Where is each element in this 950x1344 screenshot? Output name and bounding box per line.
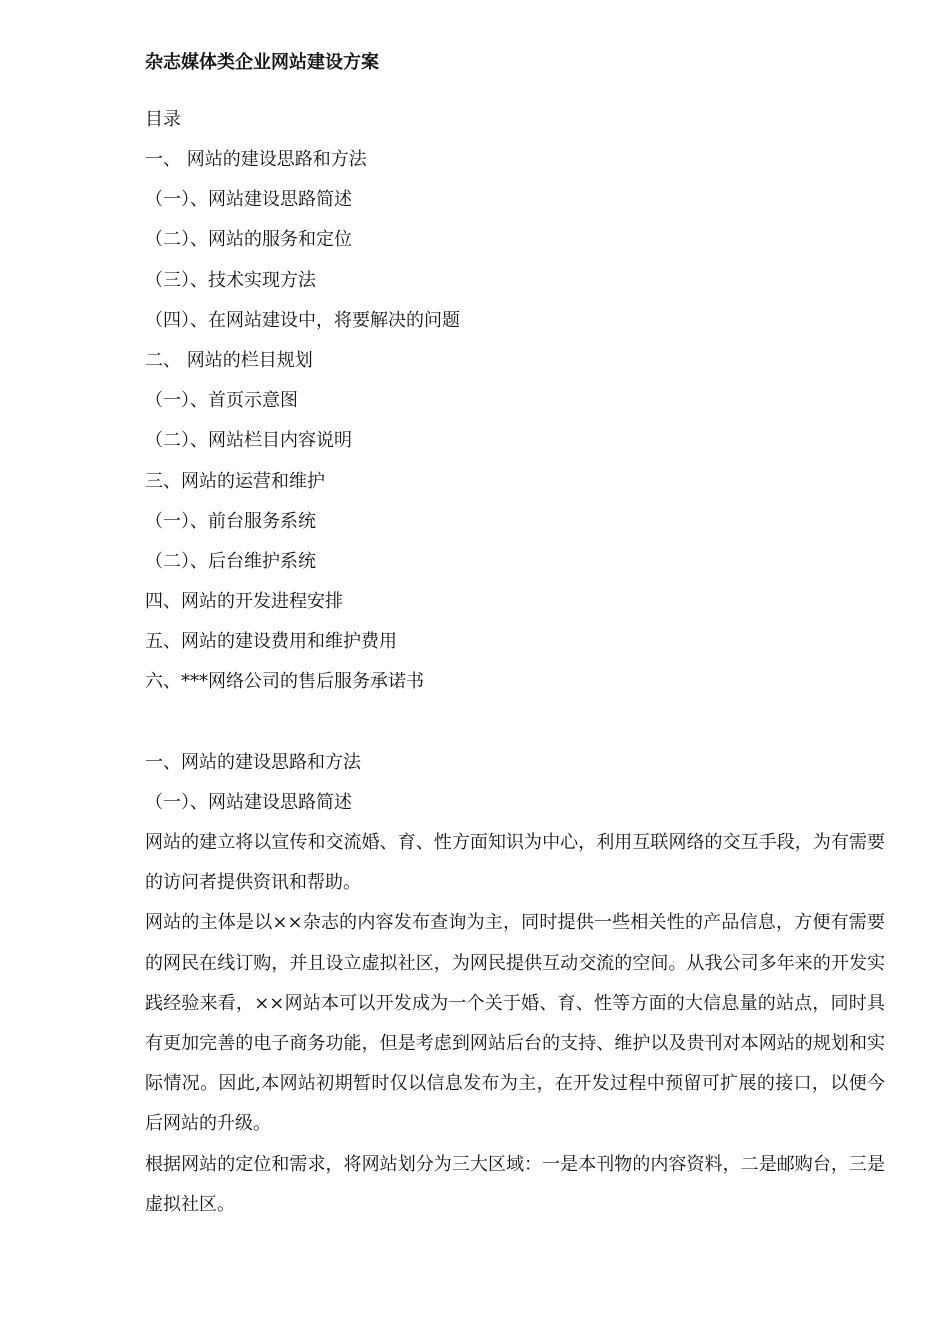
toc-item: （一）、首页示意图	[145, 390, 298, 412]
toc-item: （一）、网站建设思路简述	[145, 189, 352, 211]
toc-item: 二、 网站的栏目规划	[145, 349, 313, 371]
section-heading: 一、网站的建设思路和方法	[145, 752, 361, 773]
body-section	[145, 750, 885, 1225]
body-paragraph: 网站的建立将以宣传和交流婚、育、性方面知识为中心，利用互联网络的交互手段，为有需要的访问者提供资讯和帮助。	[145, 832, 885, 894]
toc-item: （二）、后台维护系统	[145, 550, 316, 572]
table-of-contents	[145, 147, 460, 710]
toc-item: （四）、在网站建设中，将要解决的问题	[145, 309, 460, 331]
body-paragraph: 网站的主体是以××杂志的内容发布查询为主，同时提供一些相关性的产品信息，方便有需要的网民在线订购，并且设立虚拟社区，为网民提供互动交流的空间。从我公司多年来的开发实践经验来看，××网站本可以开发成为一个关于婚、育、性等方面的大信息量的站点，同时具有更加完善的电子商务功能，但是考虑到网站后台的支持、维护以及贵刊对本网站的规划和实际情况。因此,本网站初期暂时仅以信息发布为主，在开发过程中预留可扩展的接口，以便今后网站的升级。	[145, 912, 885, 1135]
document-title: 杂志媒体类企业网站建设方案	[145, 52, 379, 73]
toc-item: 六、***网络公司的售后服务承诺书	[145, 671, 424, 693]
toc-item: （一）、前台服务系统	[145, 510, 316, 532]
toc-heading: 目录	[145, 109, 181, 130]
toc-item: 五、网站的建设费用和维护费用	[145, 631, 397, 653]
toc-item: （二）、网站栏目内容说明	[145, 430, 352, 452]
toc-item: 四、网站的开发进程安排	[145, 591, 343, 613]
body-paragraph: 根据网站的定位和需求，将网站划分为三大区域：一是本刊物的内容资料，二是邮购台，三是虚拟社区。	[145, 1153, 885, 1215]
toc-item: 三、网站的运营和维护	[145, 470, 325, 492]
toc-item: 一、 网站的建设思路和方法	[145, 149, 367, 170]
subsection-heading: （一）、网站建设思路简述	[145, 792, 352, 813]
toc-item: （二）、网站的服务和定位	[145, 229, 352, 251]
toc-item: （三）、技术实现方法	[145, 269, 316, 291]
